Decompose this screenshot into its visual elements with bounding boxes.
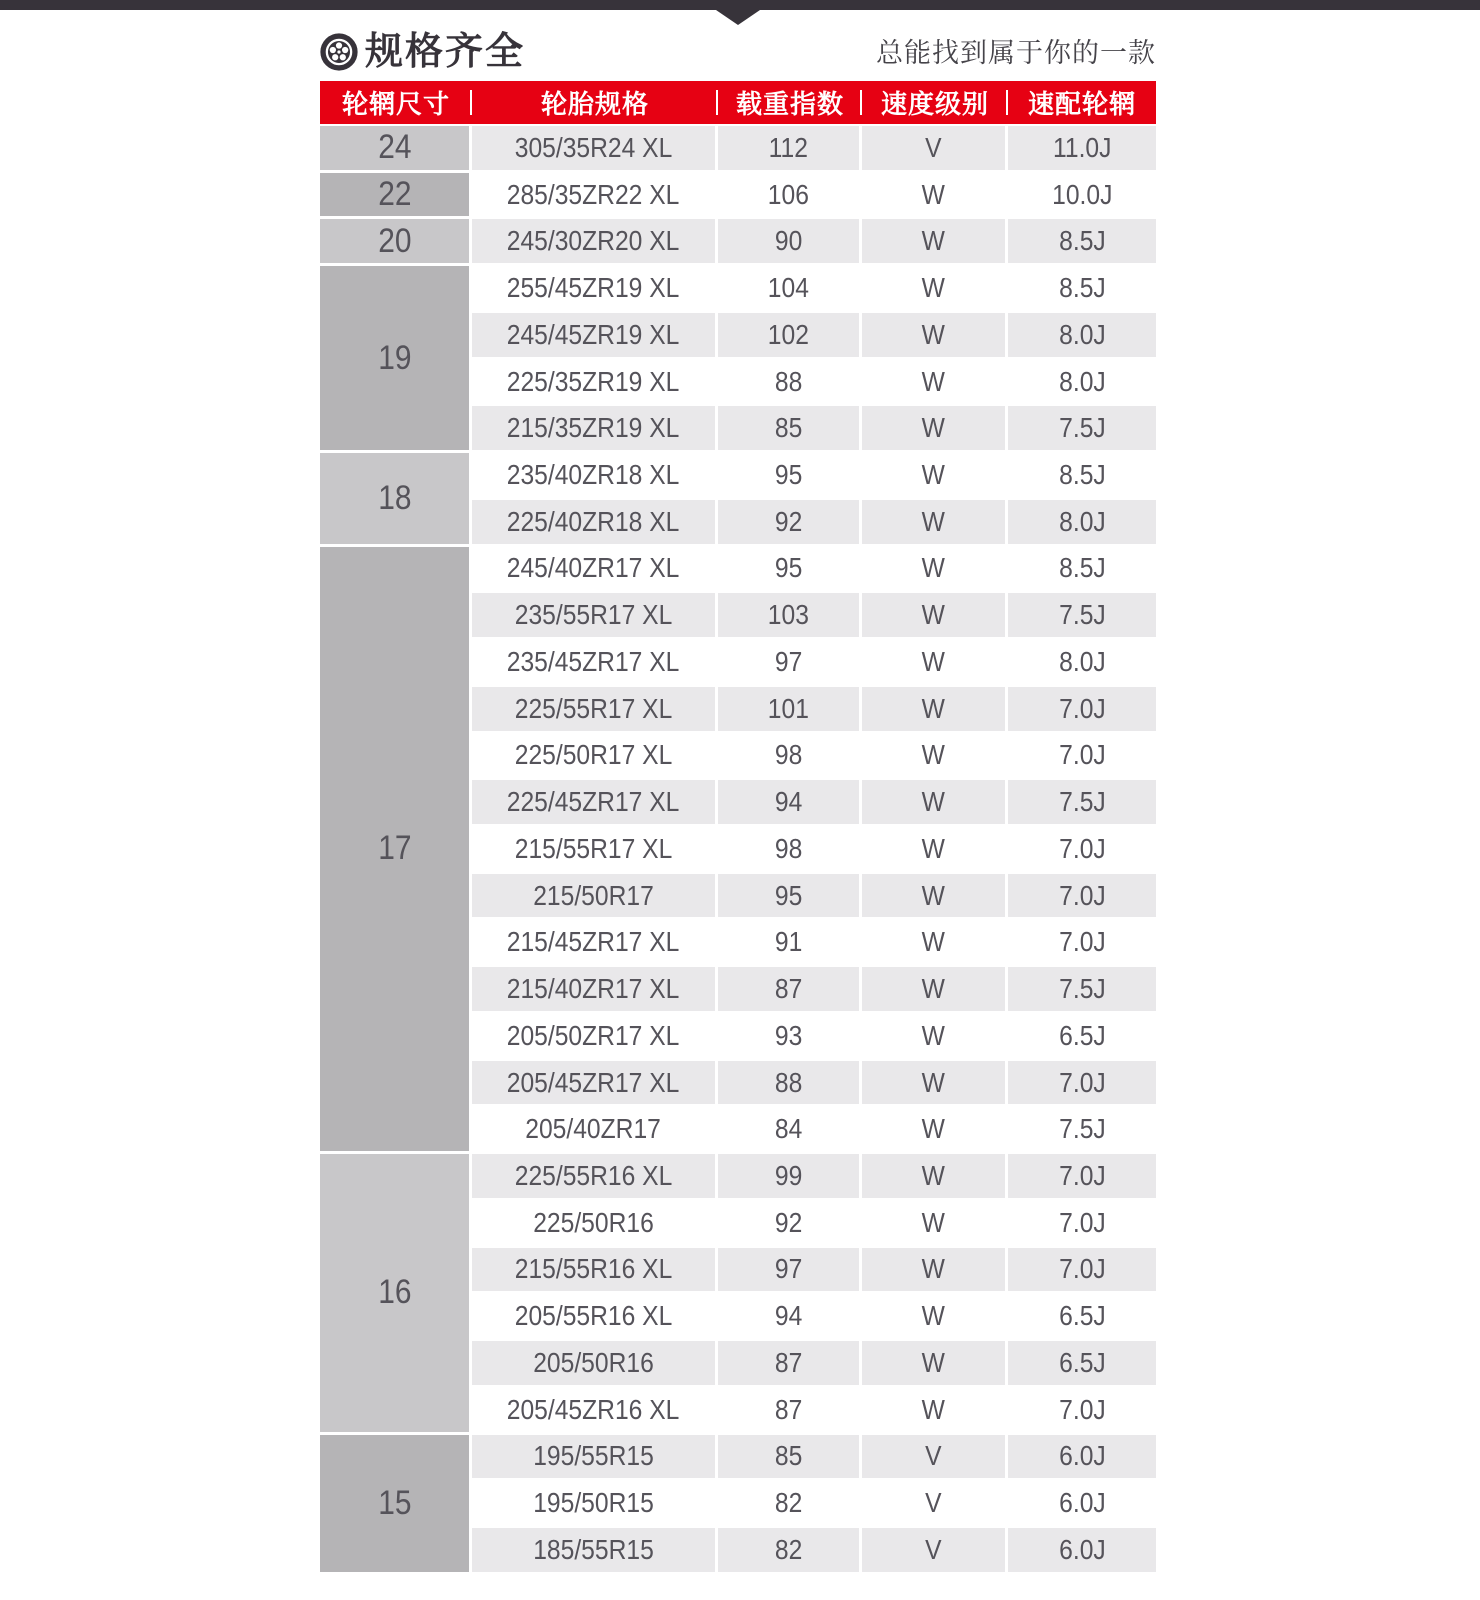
speed-rating-cell: W	[862, 1107, 1008, 1154]
speed-rating-cell: W	[862, 453, 1008, 500]
speed-rating-cell: V	[862, 126, 1008, 173]
matched-rim-cell: 6.5J	[1008, 1294, 1156, 1341]
matched-rim-cell: 7.0J	[1008, 827, 1156, 874]
speed-rating-cell: W	[862, 780, 1008, 827]
matched-rim-cell: 8.5J	[1008, 547, 1156, 594]
matched-rim-cell: 7.0J	[1008, 687, 1156, 734]
table-row	[320, 219, 1156, 266]
matched-rim-cell: 7.0J	[1008, 1061, 1156, 1108]
title-wrap	[320, 33, 525, 71]
table-row	[320, 1435, 1156, 1482]
tire-spec-cell: 215/55R16 XL	[472, 1248, 718, 1295]
rim-size-cell: 22	[320, 173, 472, 220]
speed-rating-cell: W	[862, 640, 1008, 687]
tire-spec-cell: 195/55R15	[472, 1435, 718, 1482]
table-row	[320, 126, 1156, 173]
tire-spec-cell: 245/45ZR19 XL	[472, 313, 718, 360]
matched-rim-cell: 7.0J	[1008, 1201, 1156, 1248]
rim-size-cell: 24	[320, 126, 472, 173]
speed-rating-cell: W	[862, 360, 1008, 407]
matched-rim-cell: 6.0J	[1008, 1528, 1156, 1575]
wheel-icon	[320, 33, 358, 71]
matched-rim-cell: 8.5J	[1008, 453, 1156, 500]
tire-spec-cell: 245/30ZR20 XL	[472, 219, 718, 266]
load-index-cell: 91	[718, 920, 862, 967]
load-index-cell: 88	[718, 360, 862, 407]
load-index-cell: 82	[718, 1481, 862, 1528]
speed-rating-cell: W	[862, 593, 1008, 640]
tire-spec-cell: 195/50R15	[472, 1481, 718, 1528]
table-row	[320, 453, 1156, 500]
tire-spec-cell: 225/40ZR18 XL	[472, 500, 718, 547]
load-index-cell: 90	[718, 219, 862, 266]
load-index-cell: 95	[718, 453, 862, 500]
speed-rating-cell: V	[862, 1481, 1008, 1528]
speed-rating-cell: W	[862, 1294, 1008, 1341]
tire-spec-cell: 205/40ZR17	[472, 1107, 718, 1154]
tire-spec-cell: 255/45ZR19 XL	[472, 266, 718, 313]
tire-spec-cell: 235/40ZR18 XL	[472, 453, 718, 500]
load-index-cell: 85	[718, 406, 862, 453]
speed-rating-cell: W	[862, 1201, 1008, 1248]
rim-size-cell: 16	[320, 1154, 472, 1434]
speed-rating-cell: V	[862, 1528, 1008, 1575]
matched-rim-cell: 7.5J	[1008, 967, 1156, 1014]
table-row	[320, 547, 1156, 594]
tire-spec-cell: 205/45ZR16 XL	[472, 1388, 718, 1435]
tire-spec-cell: 285/35ZR22 XL	[472, 173, 718, 220]
tire-spec-cell: 185/55R15	[472, 1528, 718, 1575]
column-header-load-index: 载重指数	[718, 81, 862, 126]
matched-rim-cell: 6.0J	[1008, 1481, 1156, 1528]
tire-spec-cell: 205/50R16	[472, 1341, 718, 1388]
load-index-cell: 102	[718, 313, 862, 360]
load-index-cell: 95	[718, 547, 862, 594]
tire-spec-cell: 225/35ZR19 XL	[472, 360, 718, 407]
speed-rating-cell: W	[862, 1388, 1008, 1435]
tire-spec-cell: 225/55R17 XL	[472, 687, 718, 734]
matched-rim-cell: 7.5J	[1008, 1107, 1156, 1154]
speed-rating-cell: W	[862, 313, 1008, 360]
tire-spec-cell: 225/50R16	[472, 1201, 718, 1248]
rim-size-cell: 17	[320, 547, 472, 1155]
page-subtitle: 总能找到属于你的一款	[876, 38, 1156, 68]
speed-rating-cell: W	[862, 547, 1008, 594]
tire-spec-cell: 205/45ZR17 XL	[472, 1061, 718, 1108]
speed-rating-cell: W	[862, 1154, 1008, 1201]
matched-rim-cell: 8.0J	[1008, 640, 1156, 687]
matched-rim-cell: 6.5J	[1008, 1341, 1156, 1388]
load-index-cell: 82	[718, 1528, 862, 1575]
column-header-rim-size: 轮辋尺寸	[320, 81, 472, 126]
tire-spec-cell: 215/40ZR17 XL	[472, 967, 718, 1014]
matched-rim-cell: 7.5J	[1008, 406, 1156, 453]
matched-rim-cell: 7.5J	[1008, 780, 1156, 827]
load-index-cell: 103	[718, 593, 862, 640]
speed-rating-cell: W	[862, 1061, 1008, 1108]
notch-triangle-icon	[716, 10, 760, 25]
load-index-cell: 97	[718, 640, 862, 687]
load-index-cell: 99	[718, 1154, 862, 1201]
matched-rim-cell: 7.0J	[1008, 1248, 1156, 1295]
rim-size-cell: 15	[320, 1435, 472, 1575]
matched-rim-cell: 7.0J	[1008, 920, 1156, 967]
section-header	[320, 33, 1156, 71]
load-index-cell: 87	[718, 1341, 862, 1388]
load-index-cell: 106	[718, 173, 862, 220]
tire-spec-cell: 225/45ZR17 XL	[472, 780, 718, 827]
matched-rim-cell: 10.0J	[1008, 173, 1156, 220]
page-title: 规格齐全	[365, 31, 526, 73]
load-index-cell: 93	[718, 1014, 862, 1061]
load-index-cell: 84	[718, 1107, 862, 1154]
tire-spec-cell: 225/55R16 XL	[472, 1154, 718, 1201]
matched-rim-cell: 7.5J	[1008, 593, 1156, 640]
speed-rating-cell: W	[862, 173, 1008, 220]
table-row	[320, 1154, 1156, 1201]
tire-spec-cell: 205/50ZR17 XL	[472, 1014, 718, 1061]
speed-rating-cell: W	[862, 874, 1008, 921]
tire-spec-cell: 205/55R16 XL	[472, 1294, 718, 1341]
speed-rating-cell: W	[862, 827, 1008, 874]
speed-rating-cell: W	[862, 734, 1008, 781]
tire-spec-cell: 215/35ZR19 XL	[472, 406, 718, 453]
speed-rating-cell: W	[862, 219, 1008, 266]
speed-rating-cell: W	[862, 266, 1008, 313]
load-index-cell: 87	[718, 967, 862, 1014]
top-divider-bar	[0, 0, 1480, 10]
table-row	[320, 266, 1156, 313]
header-row	[320, 81, 1156, 126]
matched-rim-cell: 6.5J	[1008, 1014, 1156, 1061]
load-index-cell: 92	[718, 500, 862, 547]
matched-rim-cell: 7.0J	[1008, 1154, 1156, 1201]
load-index-cell: 97	[718, 1248, 862, 1295]
matched-rim-cell: 8.0J	[1008, 360, 1156, 407]
matched-rim-cell: 8.5J	[1008, 266, 1156, 313]
speed-rating-cell: W	[862, 967, 1008, 1014]
spec-table-body	[320, 126, 1156, 1575]
tire-spec-cell: 235/55R17 XL	[472, 593, 718, 640]
spec-table	[320, 81, 1156, 1575]
matched-rim-cell: 8.0J	[1008, 500, 1156, 547]
speed-rating-cell: W	[862, 1014, 1008, 1061]
speed-rating-cell: W	[862, 1248, 1008, 1295]
matched-rim-cell: 11.0J	[1008, 126, 1156, 173]
tire-spec-cell: 215/50R17	[472, 874, 718, 921]
column-header-speed-rating: 速度级别	[862, 81, 1008, 126]
load-index-cell: 104	[718, 266, 862, 313]
table-row	[320, 173, 1156, 220]
speed-rating-cell: W	[862, 687, 1008, 734]
matched-rim-cell: 6.0J	[1008, 1435, 1156, 1482]
load-index-cell: 92	[718, 1201, 862, 1248]
load-index-cell: 85	[718, 1435, 862, 1482]
column-header-tire-spec: 轮胎规格	[472, 81, 718, 126]
load-index-cell: 101	[718, 687, 862, 734]
speed-rating-cell: W	[862, 1341, 1008, 1388]
spec-table-head	[320, 81, 1156, 126]
load-index-cell: 88	[718, 1061, 862, 1108]
tire-spec-cell: 215/45ZR17 XL	[472, 920, 718, 967]
speed-rating-cell: W	[862, 500, 1008, 547]
matched-rim-cell: 7.0J	[1008, 1388, 1156, 1435]
tire-spec-cell: 305/35R24 XL	[472, 126, 718, 173]
column-header-matched-rim: 速配轮辋	[1008, 81, 1156, 126]
matched-rim-cell: 8.5J	[1008, 219, 1156, 266]
matched-rim-cell: 8.0J	[1008, 313, 1156, 360]
rim-size-cell: 18	[320, 453, 472, 546]
load-index-cell: 112	[718, 126, 862, 173]
speed-rating-cell: V	[862, 1435, 1008, 1482]
tire-spec-cell: 235/45ZR17 XL	[472, 640, 718, 687]
speed-rating-cell: W	[862, 406, 1008, 453]
rim-size-cell: 19	[320, 266, 472, 453]
rim-size-cell: 20	[320, 219, 472, 266]
speed-rating-cell: W	[862, 920, 1008, 967]
tire-spec-cell: 215/55R17 XL	[472, 827, 718, 874]
load-index-cell: 87	[718, 1388, 862, 1435]
tire-spec-cell: 225/50R17 XL	[472, 734, 718, 781]
load-index-cell: 94	[718, 780, 862, 827]
matched-rim-cell: 7.0J	[1008, 734, 1156, 781]
tire-spec-cell: 245/40ZR17 XL	[472, 547, 718, 594]
load-index-cell: 98	[718, 734, 862, 781]
load-index-cell: 98	[718, 827, 862, 874]
matched-rim-cell: 7.0J	[1008, 874, 1156, 921]
load-index-cell: 94	[718, 1294, 862, 1341]
load-index-cell: 95	[718, 874, 862, 921]
